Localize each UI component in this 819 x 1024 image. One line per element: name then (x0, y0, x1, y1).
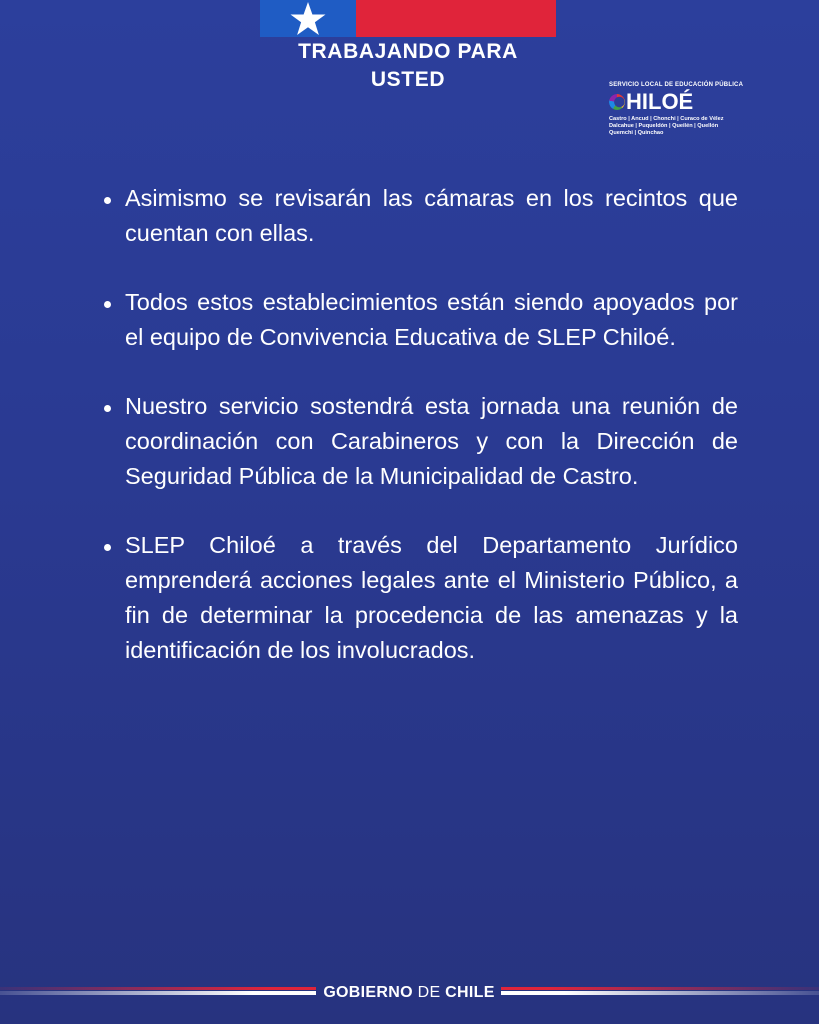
logo-communes: Castro | Ancud | Chonchi | Curaco de Vélez Dalcahue | Puqueldón | Queilén | Quellón Quemchi | Quinchao (609, 116, 724, 136)
footer-label (316, 980, 502, 1006)
slep-chiloe-logo (609, 82, 744, 137)
flag-blue-field (260, 0, 356, 37)
bullet-item (104, 389, 738, 494)
bullet-text: Nuestro servicio sostendrá esta jornada una reunión de coordinación con Carabineros y con la Dirección de Seguridad Pública de la Municipalidad de Castro. (125, 393, 738, 489)
bullet-text: Asimismo se revisarán las cámaras en los recintos que cuentan con ellas. (125, 185, 738, 246)
logo-name (609, 91, 737, 113)
logo-name-text: HILOÉ (626, 89, 694, 114)
bullet-dot-icon (104, 301, 111, 308)
bullet-item (104, 181, 738, 251)
bullet-dot-icon (104, 197, 111, 204)
footer-divider-right (501, 991, 819, 995)
bullet-text: SLEP Chiloé a través del Departamento Jurídico emprenderá acciones legales ante el Ministerio Público, a fin de determinar la procedencia de las amenazas y la identificación de los involucrados. (125, 532, 738, 663)
bullet-item (104, 528, 738, 668)
logo-top-label: SERVICIO LOCAL DE EDUCACIÓN PÚBLICA (609, 82, 744, 88)
bullet-text: Todos estos establecimientos están siendo apoyados por el equipo de Convivencia Educativa de SLEP Chiloé. (125, 289, 738, 350)
header-tagline: TRABAJANDO PARA USTED (298, 40, 518, 91)
footer-chile: CHILE (445, 984, 495, 1001)
bullet-dot-icon (104, 544, 111, 551)
chile-flag-banner (260, 0, 556, 37)
bullet-item (104, 285, 738, 355)
bullet-list (104, 181, 738, 702)
footer-divider-left (0, 991, 316, 995)
flag-red-field (356, 0, 556, 37)
footer-de: DE (417, 984, 441, 1001)
bullet-dot-icon (104, 405, 111, 412)
rainbow-c-icon (609, 94, 625, 110)
footer-gobierno-de-chile (0, 980, 819, 1006)
star-icon (280, 0, 336, 37)
footer-gobierno: GOBIERNO (323, 984, 413, 1001)
